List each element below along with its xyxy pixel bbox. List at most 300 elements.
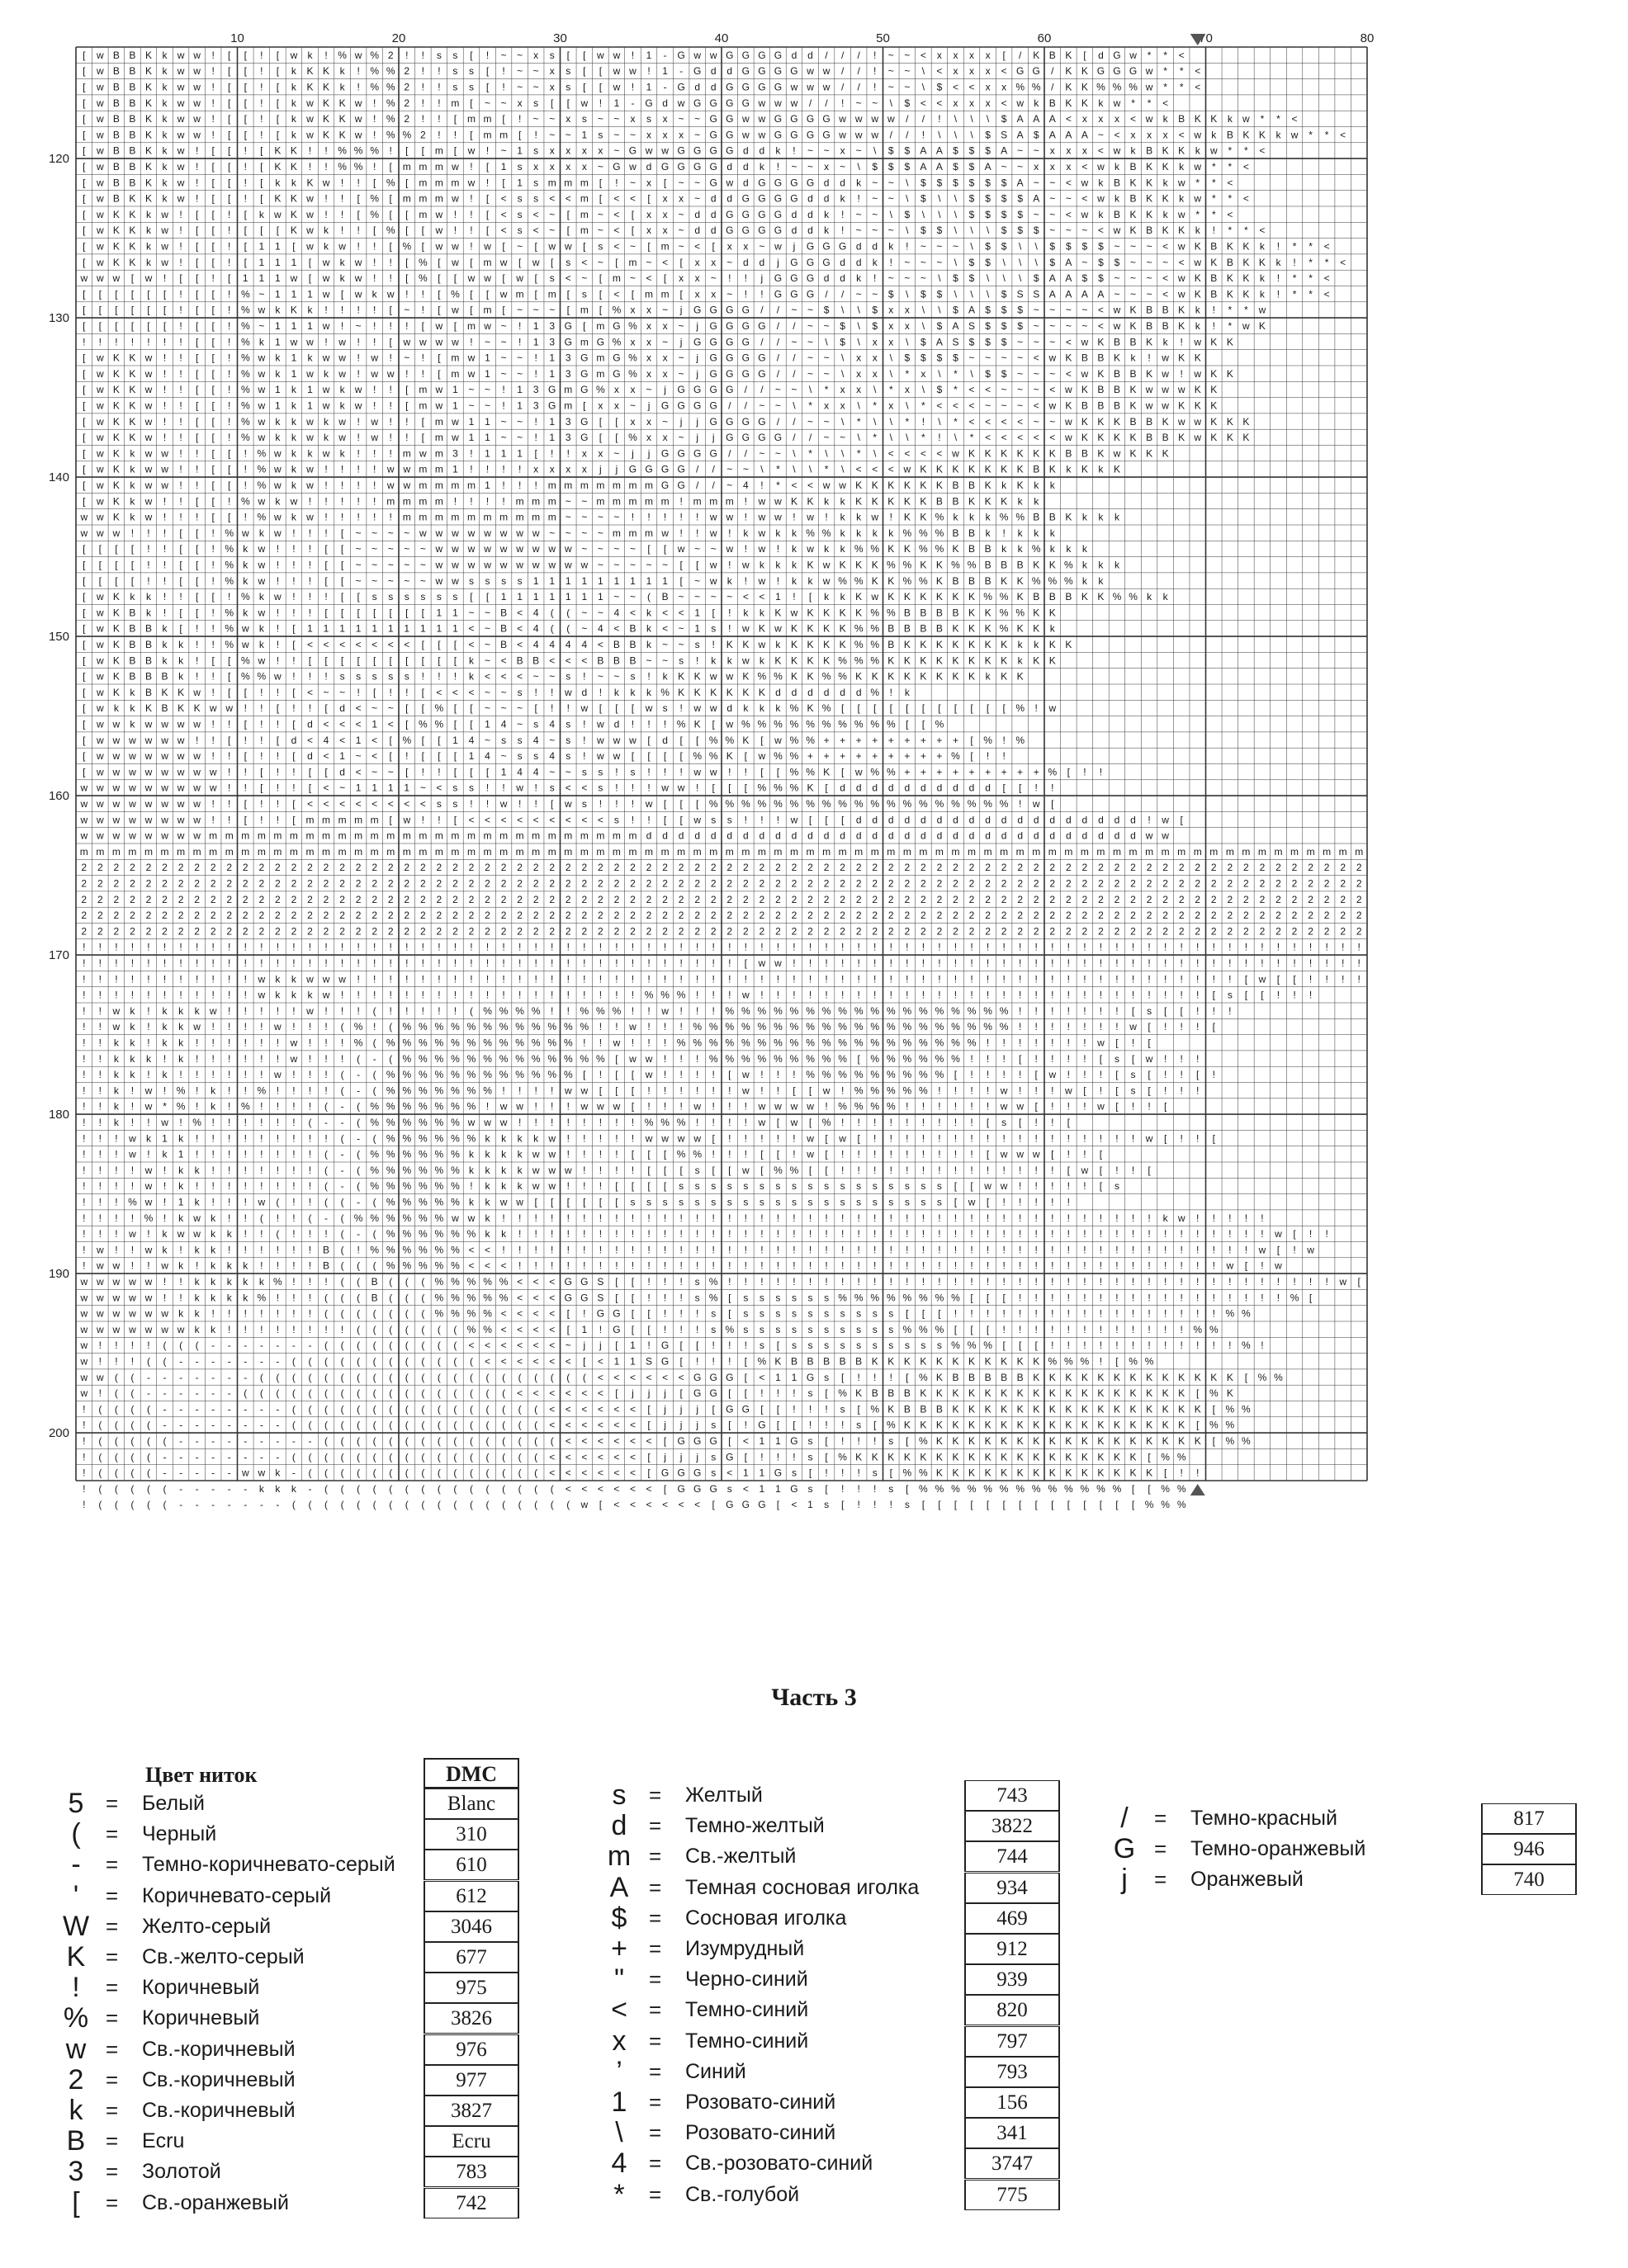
stitch-symbol: 2: [114, 877, 120, 889]
stitch-symbol: $: [904, 209, 910, 220]
stitch-symbol: w: [435, 384, 443, 395]
stitch-symbol: B: [936, 495, 943, 507]
stitch-symbol: k: [1115, 193, 1120, 205]
stitch-symbol: w: [192, 50, 201, 61]
stitch-symbol: %: [822, 702, 831, 714]
stitch-symbol: [: [970, 735, 973, 746]
stitch-symbol: B: [1033, 591, 1039, 602]
stitch-symbol: [: [567, 97, 570, 109]
stitch-symbol: d: [694, 830, 700, 842]
stitch-symbol: !: [196, 735, 198, 746]
stitch-symbol: k: [163, 177, 168, 188]
stitch-symbol: !: [277, 1005, 279, 1017]
stitch-symbol: <: [372, 639, 377, 650]
stitch-symbol: m: [1129, 846, 1138, 858]
stitch-symbol: k: [291, 113, 297, 125]
stitch-symbol: %: [1000, 1021, 1009, 1032]
stitch-symbol: w: [467, 145, 476, 157]
stitch-symbol: w: [273, 512, 282, 523]
stitch-symbol: [: [1196, 1069, 1200, 1080]
stitch-symbol: !: [115, 990, 117, 1001]
stitch-symbol: K: [1033, 654, 1039, 666]
stitch-symbol: k: [146, 240, 152, 252]
stitch-symbol: !: [260, 113, 263, 125]
stitch-symbol: <: [581, 654, 587, 666]
stitch-symbol: w: [741, 623, 750, 635]
row-number: 160: [49, 789, 69, 803]
stitch-symbol: s: [518, 161, 523, 172]
stitch-symbol: 2: [130, 877, 135, 889]
row-number: 130: [49, 311, 69, 325]
stitch-symbol: 2: [630, 862, 636, 873]
stitch-symbol: %: [822, 1037, 831, 1048]
stitch-symbol: K: [145, 702, 152, 714]
stitch-symbol: K: [952, 543, 958, 555]
stitch-symbol: x: [550, 161, 555, 172]
stitch-symbol: $: [953, 305, 958, 316]
stitch-symbol: G: [774, 81, 782, 92]
stitch-symbol: ~: [662, 416, 668, 428]
stitch-symbol: !: [212, 957, 215, 969]
stitch-symbol: k: [130, 1021, 135, 1032]
stitch-symbol: w: [499, 798, 508, 810]
stitch-symbol: B: [113, 113, 120, 125]
stitch-symbol: !: [470, 447, 472, 459]
stitch-symbol: 2: [614, 862, 620, 873]
stitch-symbol: K: [1210, 416, 1217, 428]
stitch-symbol: w: [192, 81, 201, 92]
stitch-symbol: [: [502, 305, 505, 316]
stitch-symbol: 2: [1195, 877, 1200, 889]
stitch-symbol: [: [83, 623, 86, 635]
stitch-symbol: *: [954, 416, 958, 428]
stitch-symbol: %: [1015, 702, 1025, 714]
stitch-symbol: k: [760, 161, 765, 172]
stitch-symbol: d: [920, 782, 926, 794]
stitch-symbol: 1: [452, 399, 458, 411]
stitch-symbol: G: [710, 384, 717, 395]
stitch-symbol: \: [922, 209, 925, 220]
stitch-symbol: 2: [81, 910, 87, 921]
stitch-symbol: G: [807, 272, 814, 284]
stitch-symbol: %: [935, 543, 944, 555]
stitch-symbol: w: [758, 750, 766, 762]
stitch-symbol: 2: [1082, 910, 1088, 921]
stitch-symbol: [: [212, 464, 215, 475]
stitch-symbol: 2: [194, 910, 200, 921]
stitch-symbol: G: [742, 336, 750, 347]
stitch-symbol: 2: [630, 910, 636, 921]
stitch-symbol: k: [1131, 352, 1137, 364]
stitch-symbol: K: [177, 687, 184, 698]
stitch-symbol: !: [647, 814, 650, 825]
stitch-symbol: s: [1131, 1084, 1136, 1096]
stitch-symbol: ~: [339, 687, 345, 698]
stitch-symbol: !: [1261, 942, 1263, 953]
stitch-symbol: \: [1035, 257, 1039, 268]
stitch-symbol: B: [985, 575, 991, 587]
stitch-symbol: m: [1177, 846, 1186, 858]
stitch-symbol: !: [228, 336, 230, 347]
stitch-symbol: %: [483, 1069, 492, 1080]
stitch-symbol: [: [502, 272, 505, 284]
stitch-symbol: 3: [549, 320, 555, 332]
stitch-symbol: [: [405, 224, 409, 236]
stitch-symbol: [: [664, 814, 667, 825]
stitch-symbol: +: [920, 766, 926, 777]
stitch-symbol: m: [887, 846, 895, 858]
stitch-symbol: G: [580, 384, 588, 395]
stitch-symbol: %: [628, 320, 637, 332]
stitch-symbol: !: [890, 257, 892, 268]
stitch-symbol: !: [551, 447, 553, 459]
stitch-symbol: G: [758, 209, 765, 220]
stitch-symbol: m: [580, 305, 589, 316]
stitch-symbol: k: [1211, 129, 1217, 140]
stitch-symbol: d: [726, 702, 732, 714]
stitch-symbol: [: [728, 782, 731, 794]
stitch-symbol: d: [1115, 814, 1120, 825]
stitch-symbol: w: [273, 447, 282, 459]
stitch-symbol: K: [145, 113, 152, 125]
stitch-symbol: %: [419, 272, 428, 284]
stitch-symbol: w: [96, 240, 104, 252]
stitch-symbol: !: [1067, 1037, 1070, 1048]
stitch-symbol: [: [212, 384, 215, 395]
stitch-symbol: 1: [372, 623, 377, 635]
stitch-symbol: k: [291, 416, 297, 428]
stitch-symbol: [: [83, 145, 86, 157]
stitch-symbol: B: [145, 623, 152, 635]
stitch-symbol: 2: [1356, 910, 1362, 921]
stitch-symbol: w: [806, 543, 814, 555]
stitch-symbol: !: [1213, 320, 1215, 332]
stitch-symbol: 2: [404, 97, 409, 109]
stitch-symbol: s: [533, 750, 538, 762]
stitch-symbol: w: [435, 399, 443, 411]
stitch-symbol: 1: [275, 399, 281, 411]
stitch-symbol: !: [357, 957, 359, 969]
stitch-symbol: 2: [856, 877, 862, 889]
column-number: 70: [1199, 31, 1213, 45]
stitch-symbol: !: [438, 671, 440, 683]
stitch-symbol: !: [922, 129, 925, 140]
stitch-symbol: ~: [1034, 305, 1039, 316]
stitch-symbol: 2: [1260, 862, 1266, 873]
stitch-symbol: 2: [726, 862, 732, 873]
stitch-symbol: m: [645, 288, 653, 300]
stitch-symbol: w: [112, 272, 121, 284]
stitch-symbol: !: [422, 97, 424, 109]
stitch-symbol: w: [1145, 81, 1153, 92]
stitch-symbol: $: [969, 272, 975, 284]
stitch-symbol: <: [1179, 257, 1185, 268]
stitch-symbol: G: [710, 336, 717, 347]
stitch-symbol: !: [1342, 942, 1344, 953]
stitch-symbol: 2: [1147, 877, 1152, 889]
stitch-symbol: s: [550, 782, 555, 794]
stitch-symbol: ~: [1114, 240, 1119, 252]
stitch-symbol: !: [760, 1069, 763, 1080]
stitch-symbol: 2: [969, 862, 975, 873]
stitch-symbol: !: [99, 1005, 102, 1017]
stitch-symbol: K: [791, 654, 797, 666]
stitch-symbol: 2: [1292, 925, 1298, 937]
stitch-symbol: <: [372, 798, 377, 810]
stitch-symbol: !: [535, 973, 537, 985]
stitch-symbol: 2: [324, 862, 329, 873]
stitch-symbol: !: [841, 224, 844, 236]
stitch-symbol: <: [324, 798, 329, 810]
stitch-symbol: 2: [162, 910, 168, 921]
stitch-symbol: w: [499, 288, 508, 300]
stitch-symbol: $: [904, 352, 910, 364]
stitch-symbol: B: [1065, 591, 1072, 602]
stitch-symbol: !: [535, 957, 537, 969]
stitch-symbol: !: [679, 942, 682, 953]
stitch-symbol: w: [580, 559, 588, 570]
stitch-symbol: k: [163, 129, 168, 140]
stitch-symbol: s: [582, 113, 587, 125]
stitch-symbol: !: [99, 990, 102, 1001]
stitch-symbol: m: [80, 846, 88, 858]
stitch-symbol: m: [322, 830, 330, 842]
stitch-symbol: !: [1245, 942, 1247, 953]
stitch-symbol: 2: [840, 862, 845, 873]
stitch-symbol: /: [728, 399, 731, 411]
stitch-symbol: [: [583, 240, 586, 252]
stitch-symbol: $: [985, 209, 991, 220]
stitch-symbol: 2: [581, 894, 587, 905]
stitch-symbol: G: [726, 224, 733, 236]
stitch-symbol: %: [467, 1021, 476, 1032]
stitch-symbol: x: [663, 193, 668, 205]
stitch-symbol: ~: [679, 240, 684, 252]
stitch-symbol: !: [373, 1021, 376, 1032]
stitch-symbol: G: [710, 368, 717, 380]
stitch-symbol: ~: [630, 177, 636, 188]
stitch-symbol: !: [324, 480, 327, 491]
stitch-symbol: w: [645, 1053, 653, 1065]
stitch-symbol: K: [887, 480, 894, 491]
stitch-symbol: !: [567, 1117, 570, 1128]
stitch-symbol: !: [1051, 1101, 1053, 1113]
stitch-symbol: K: [807, 559, 814, 570]
stitch-symbol: [: [83, 543, 86, 555]
stitch-symbol: k: [792, 559, 797, 570]
stitch-symbol: $: [1098, 272, 1104, 284]
stitch-symbol: (: [357, 1117, 360, 1128]
stitch-symbol: 2: [533, 877, 539, 889]
stitch-symbol: G: [710, 161, 717, 172]
stitch-symbol: K: [1146, 336, 1152, 347]
stitch-symbol: !: [99, 336, 102, 347]
stitch-symbol: [: [535, 288, 538, 300]
stitch-symbol: 2: [694, 894, 700, 905]
stitch-symbol: K: [1146, 447, 1152, 459]
stitch-symbol: K: [145, 193, 152, 205]
stitch-symbol: ~: [581, 527, 587, 539]
stitch-symbol: K: [807, 639, 814, 650]
stitch-symbol: $: [904, 161, 910, 172]
stitch-symbol: m: [628, 480, 637, 491]
stitch-symbol: ~: [598, 224, 603, 236]
stitch-symbol: 2: [307, 910, 313, 921]
stitch-symbol: [: [970, 750, 973, 762]
stitch-symbol: m: [451, 368, 459, 380]
stitch-symbol: x: [1115, 113, 1119, 125]
stitch-symbol: k: [824, 209, 830, 220]
stitch-symbol: d: [1082, 830, 1088, 842]
stitch-symbol: *: [825, 464, 829, 475]
stitch-symbol: !: [324, 495, 327, 507]
stitch-symbol: %: [419, 1069, 428, 1080]
stitch-symbol: B: [968, 543, 975, 555]
stitch-symbol: ~: [985, 352, 991, 364]
stitch-symbol: ~: [566, 129, 571, 140]
stitch-symbol: !: [163, 336, 166, 347]
stitch-symbol: !: [1035, 1005, 1038, 1017]
stitch-symbol: 2: [452, 877, 458, 889]
stitch-symbol: x: [711, 257, 716, 268]
stitch-symbol: w: [483, 527, 491, 539]
stitch-symbol: !: [309, 671, 311, 683]
stitch-symbol: !: [841, 973, 844, 985]
stitch-symbol: [: [212, 177, 215, 188]
stitch-symbol: 1: [275, 336, 281, 347]
stitch-symbol: w: [128, 766, 136, 777]
stitch-symbol: d: [888, 782, 894, 794]
stitch-symbol: 2: [388, 877, 394, 889]
stitch-symbol: k: [340, 447, 346, 459]
stitch-symbol: K: [936, 639, 943, 650]
stitch-symbol: %: [370, 209, 379, 220]
stitch-symbol: 2: [291, 910, 297, 921]
stitch-symbol: <: [1049, 384, 1055, 395]
stitch-symbol: !: [179, 368, 182, 380]
stitch-symbol: $: [920, 336, 926, 347]
stitch-symbol: ~: [807, 416, 813, 428]
stitch-symbol: 2: [324, 877, 329, 889]
stitch-symbol: d: [1115, 830, 1120, 842]
stitch-symbol: [: [518, 257, 522, 268]
stitch-symbol: K: [678, 671, 684, 683]
stitch-symbol: %: [1048, 766, 1057, 777]
stitch-symbol: k: [1050, 527, 1056, 539]
stitch-symbol: !: [486, 145, 489, 157]
stitch-symbol: !: [292, 957, 295, 969]
stitch-symbol: ~: [581, 623, 587, 635]
stitch-symbol: 2: [469, 877, 475, 889]
stitch-symbol: K: [291, 224, 297, 236]
stitch-symbol: %: [402, 1101, 411, 1113]
stitch-symbol: %: [435, 1053, 444, 1065]
stitch-symbol: w: [515, 1101, 523, 1113]
stitch-symbol: K: [1178, 320, 1185, 332]
stitch-symbol: [: [1164, 1132, 1167, 1144]
stitch-symbol: G: [693, 97, 701, 109]
stitch-symbol: m: [193, 846, 201, 858]
stitch-symbol: !: [987, 1069, 989, 1080]
stitch-symbol: !: [179, 209, 182, 220]
stitch-symbol: %: [822, 1053, 831, 1065]
stitch-symbol: !: [341, 1037, 343, 1048]
stitch-symbol: k: [243, 559, 248, 570]
stitch-symbol: m: [354, 830, 362, 842]
stitch-symbol: G: [677, 384, 684, 395]
stitch-symbol: !: [696, 1117, 698, 1128]
stitch-symbol: A: [1049, 129, 1056, 140]
stitch-symbol: 1: [517, 591, 523, 602]
stitch-symbol: w: [273, 480, 282, 491]
stitch-symbol: [: [405, 766, 409, 777]
stitch-symbol: !: [324, 957, 327, 969]
stitch-symbol: !: [664, 1069, 666, 1080]
stitch-symbol: 2: [985, 925, 991, 937]
stitch-symbol: !: [373, 384, 376, 395]
stitch-symbol: !: [1035, 1117, 1038, 1128]
stitch-symbol: !: [212, 129, 215, 140]
stitch-symbol: [: [632, 702, 635, 714]
stitch-symbol: K: [855, 495, 862, 507]
stitch-symbol: G: [645, 97, 652, 109]
stitch-symbol: \: [1002, 257, 1006, 268]
stitch-symbol: w: [177, 161, 185, 172]
stitch-symbol: 2: [840, 910, 845, 921]
stitch-symbol: 2: [824, 877, 830, 889]
stitch-symbol: !: [357, 495, 359, 507]
stitch-symbol: \: [954, 113, 958, 125]
stitch-symbol: 2: [1147, 925, 1152, 937]
stitch-symbol: x: [824, 399, 829, 411]
stitch-symbol: !: [1083, 942, 1086, 953]
stitch-symbol: K: [129, 432, 135, 443]
stitch-symbol: 2: [404, 65, 409, 77]
stitch-symbol: !: [1035, 1132, 1038, 1144]
stitch-symbol: 2: [726, 877, 732, 889]
stitch-symbol: $: [985, 336, 991, 347]
row-number: 140: [49, 470, 69, 484]
stitch-symbol: w: [209, 702, 217, 714]
stitch-symbol: 2: [517, 877, 523, 889]
stitch-symbol: k: [163, 623, 168, 635]
stitch-symbol: [: [1148, 1037, 1151, 1048]
stitch-symbol: 1: [517, 177, 523, 188]
stitch-symbol: s: [550, 50, 555, 61]
stitch-symbol: m: [532, 512, 540, 523]
stitch-symbol: 1: [291, 368, 297, 380]
stitch-symbol: [: [438, 654, 441, 666]
stitch-symbol: [: [422, 240, 425, 252]
stitch-symbol: !: [664, 1021, 666, 1032]
stitch-symbol: m: [419, 399, 427, 411]
stitch-symbol: $: [872, 161, 878, 172]
stitch-symbol: w: [451, 193, 459, 205]
stitch-symbol: K: [1210, 384, 1217, 395]
stitch-symbol: [: [341, 288, 344, 300]
stitch-symbol: [: [83, 718, 86, 730]
stitch-symbol: w: [951, 447, 959, 459]
stitch-symbol: 2: [130, 862, 135, 873]
stitch-symbol: w: [96, 735, 104, 746]
stitch-symbol: w: [96, 480, 104, 491]
stitch-symbol: w: [79, 782, 88, 794]
stitch-symbol: ~: [726, 288, 732, 300]
stitch-symbol: 2: [1179, 894, 1185, 905]
stitch-symbol: w: [806, 1132, 814, 1144]
stitch-symbol: 2: [81, 877, 87, 889]
stitch-symbol: [: [599, 177, 603, 188]
